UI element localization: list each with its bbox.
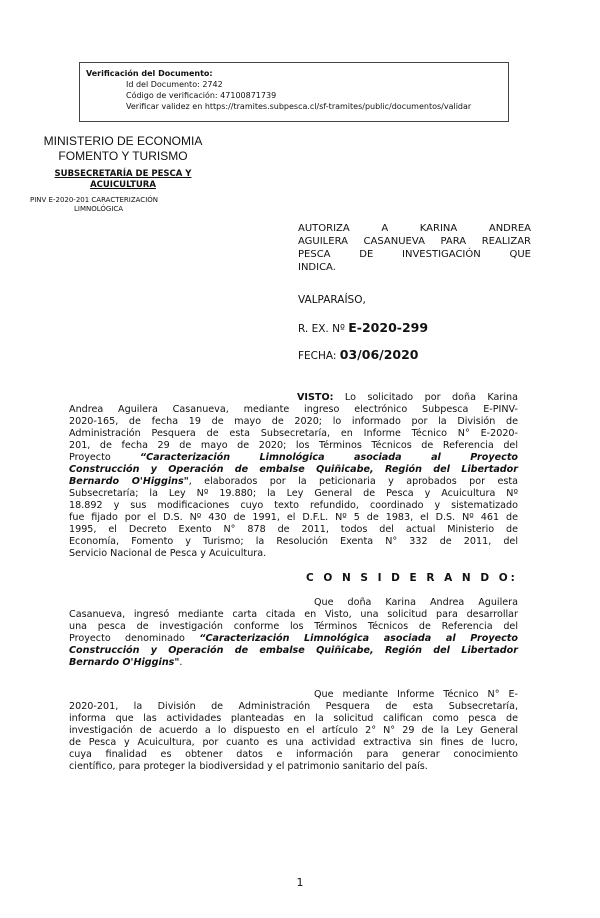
visto-line-4: Administración Pesquera de esta Subsecretaría, en Informe Técnico N° E-2020- — [69, 428, 518, 439]
c1-project-title-1: “Caracterización Limnológica asociada al Proyecto — [199, 633, 518, 644]
considerando-1-paragraph — [69, 597, 518, 669]
project-title-2: Construcción y Operación de embalse Quiñicabe, Región del Libertador — [69, 464, 518, 475]
verification-box — [79, 62, 509, 122]
verification-id: • Id del Documento: 2742 — [126, 79, 502, 90]
c1-line-4 — [69, 633, 518, 645]
verification-title: Verificación del Documento: — [86, 69, 213, 78]
c2-line-3: informa que las actividades planteadas en la solicitud califican como pesca de — [69, 713, 518, 724]
verification-list — [86, 79, 502, 112]
c2-line-5: de Pesca y Acuicultura, por cuanto es una actividad extractiva sin fines de lucro, — [69, 737, 518, 748]
visto-text-1: Lo solicitado por doña Karina — [333, 392, 518, 403]
resolution-date — [298, 347, 419, 362]
visto-line-13: Economía, Fomento y Turismo; la Resolución Exenta N° 332 de 2011, del — [69, 536, 518, 547]
visto-heading: VISTO: — [297, 392, 334, 403]
page-number: 1 — [296, 876, 304, 889]
c1-text-6b: . — [179, 657, 183, 668]
reference-line-2: LIMNOLÓGICA — [74, 205, 124, 213]
c2-line-2: 2020-201, la División de Administración Pesquera de esta Subsecretaría, — [69, 701, 518, 712]
resolution-label: R. EX. Nº — [298, 323, 349, 335]
ministry-line-1: MINISTERIO DE ECONOMIA — [43, 134, 203, 148]
visto-line-3: 2020-165, de fecha 19 de mayo de 2020; lo informado por la División de — [69, 416, 518, 427]
visto-text-6a: Proyecto — [69, 452, 140, 463]
ministry-line-2: FOMENTO Y TURISMO — [58, 149, 188, 163]
resolution-number-value: E-2020-299 — [348, 320, 429, 335]
visto-paragraph — [69, 392, 518, 560]
verification-code: • Código de verificación: 47100871739 — [126, 90, 502, 101]
considerando-heading: C O N S I D E R A N D O: — [306, 572, 518, 584]
c1-line-6 — [69, 657, 518, 669]
project-title-3: Bernardo O'Higgins" — [69, 476, 189, 487]
visto-line-8 — [69, 476, 518, 488]
visto-line-6 — [69, 452, 518, 464]
reference-code — [30, 196, 220, 214]
visto-line-2: Andrea Aguilera Casanueva, mediante ingreso electrónico Subpesca E-PINV- — [69, 404, 518, 415]
c1-line-1: Que doña Karina Andrea Aguilera — [314, 597, 518, 608]
subsecretaria-line-1: SUBSECRETARÍA DE PESCA Y — [54, 169, 192, 179]
c1-line-2: Casanueva, ingresó mediante carta citada en Visto, una solicitud para desarrollar — [69, 609, 518, 620]
subject-line-2: AGUILERA CASANUEVA PARA REALIZAR — [298, 236, 531, 247]
visto-line-7 — [69, 464, 518, 476]
visto-line-11: fue fijado por el D.S. Nº 430 de 1991, el D.F.L. Nº 5 de 1983, el D.S. Nº 461 de — [69, 512, 518, 523]
c1-project-title-3: Bernardo O'Higgins" — [69, 657, 180, 668]
c1-line-5 — [69, 645, 518, 657]
c2-line-4: investigación de acuerdo a lo dispuesto en el artículo 2° N° 29 de la Ley General — [69, 725, 518, 736]
visto-text-8b: , elaborados por la peticionaria y aprobados por esta — [188, 476, 518, 487]
resolution-number — [298, 320, 428, 335]
considerando-2-paragraph — [69, 689, 518, 773]
subject-line-4: INDICA. — [298, 262, 336, 273]
c1-text-4a: Proyecto denominado — [69, 633, 200, 644]
subsecretaria-line-2: ACUICULTURA — [90, 180, 156, 190]
date-label: FECHA: — [298, 350, 340, 362]
verification-url[interactable]: • Verificar validez en https://tramites.subpesca.cl/sf-tramites/public/documentos/validar — [126, 101, 502, 112]
c2-line-6: cuya finalidad es obtener datos e información para generar conocimiento — [69, 749, 518, 760]
c1-project-title-2: Construcción y Operación de embalse Quiñicabe, Región del Libertador — [69, 645, 518, 656]
visto-line-14: Servicio Nacional de Pesca y Acuicultura. — [69, 548, 267, 559]
visto-line-12: 1995, el Decreto Exento N° 878 de 2011, todos del actual Ministerio de — [69, 524, 518, 535]
place: VALPARAÍSO, — [298, 294, 366, 306]
reference-line-1: PINV E-2020-201 CARACTERIZACIÓN — [30, 196, 159, 204]
subject-line-1: AUTORIZA A KARINA ANDREA — [298, 223, 531, 234]
c1-line-3: una pesca de investigación conforme los Términos Técnicos de Referencia del — [69, 621, 518, 632]
c2-line-1: Que mediante Informe Técnico N° E- — [314, 689, 518, 700]
visto-line-9: Subsecretaría; la Ley Nº 19.880; la Ley General de Pesca y Acuicultura Nº — [69, 488, 518, 499]
subject-line-3: PESCA DE INVESTIGACIÓN QUE — [298, 249, 531, 260]
ministry-header — [28, 134, 218, 164]
resolution-subject — [298, 222, 531, 274]
c2-line-7: científico, para proteger la biodiversidad y el patrimonio sanitario del país. — [69, 761, 428, 772]
subsecretaria-header — [30, 169, 216, 191]
visto-line-5: 201, de fecha 29 de mayo de 2020; los Términos Técnicos de Referencia del — [69, 440, 518, 451]
date-value: 03/06/2020 — [339, 347, 419, 362]
project-title-1: “Caracterización Limnológica asociada al Proyecto — [139, 452, 518, 463]
visto-line-1 — [69, 392, 518, 404]
visto-line-10: 18.892 y sus modificaciones cuyo texto refundido, coordinado y sistematizado — [69, 500, 518, 511]
